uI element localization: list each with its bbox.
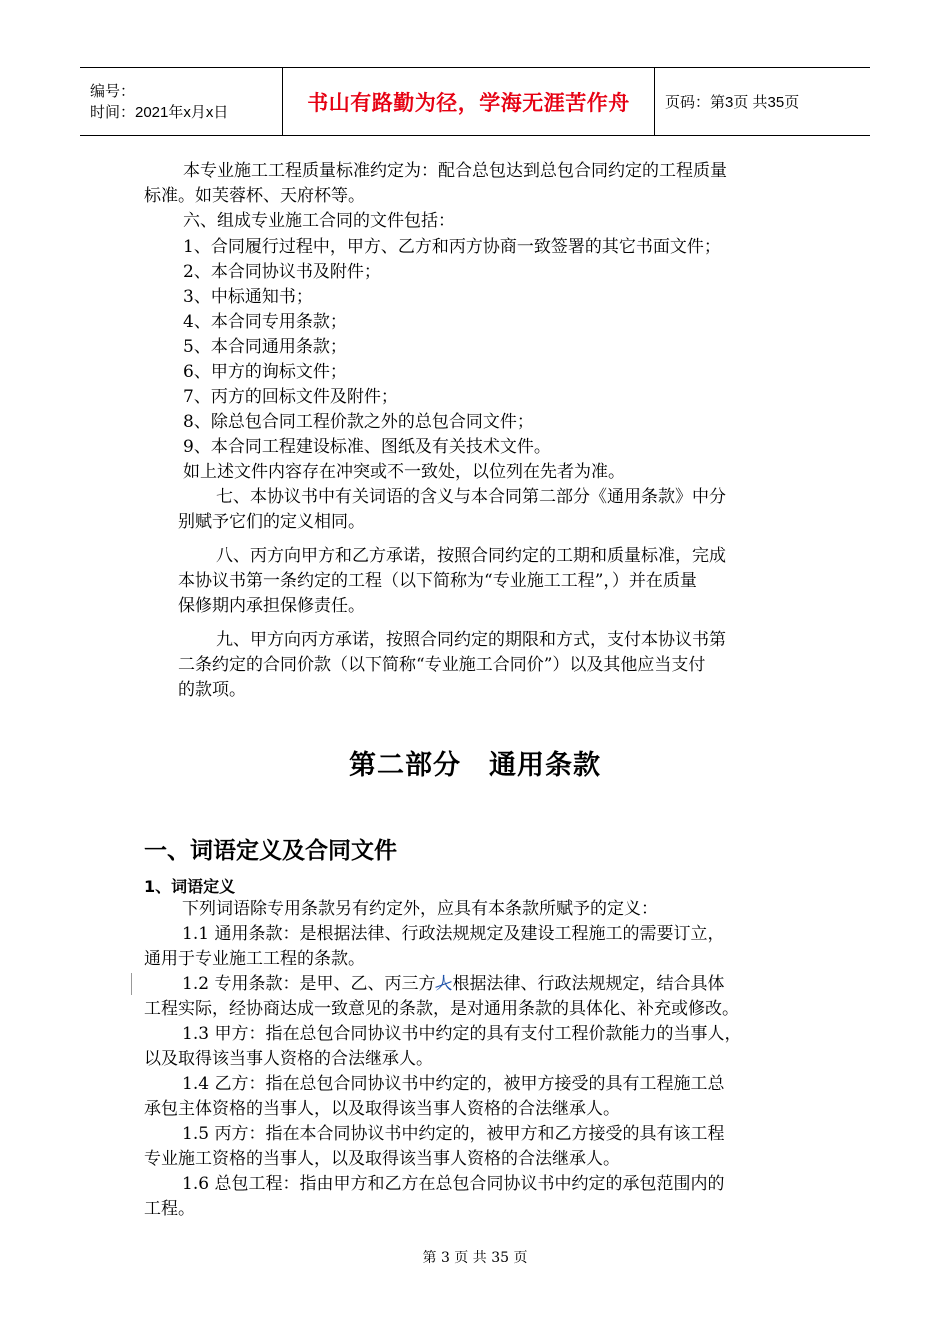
number-label: 编号： xyxy=(90,82,136,100)
definition-line: 工程实际，经协商达成一致意见的条款，是对通用条款的具体化、补充或修改。 xyxy=(144,999,739,1019)
list-item: 4、本合同专用条款； xyxy=(183,312,347,332)
definition-line: 1.5 丙方：指在本合同协议书中约定的，被甲方和乙方接受的具有该工程 xyxy=(182,1124,725,1144)
definition-line: 1.1 通用条款：是根据法律、行政法规规定及建设工程施工的需要订立， xyxy=(182,924,725,944)
definition-text: 根据法律、行政法规规定，结合具体 xyxy=(452,974,725,994)
definition-line: 专业施工资格的当事人，以及取得该当事人资格的合法继承人。 xyxy=(144,1149,620,1169)
motto: 书山有路勤为径，学海无涯苦作舟 xyxy=(307,90,630,115)
page-info: 页码：第3页 共35页 xyxy=(665,94,800,111)
definition-line: 工程。 xyxy=(144,1199,195,1219)
list-item: 7、丙方的回标文件及附件； xyxy=(183,387,398,407)
paragraph-line: 下列词语除专用条款另有约定外，应具有本条款所赋予的定义： xyxy=(182,899,658,919)
part-title: 第二部分 通用条款 xyxy=(349,750,601,781)
definition-line: 通用于专业施工工程的条款。 xyxy=(144,949,365,969)
subsection-title: 1、词语定义 xyxy=(144,877,236,896)
paragraph-line: 别赋予它们的定义相同。 xyxy=(178,512,365,532)
page-footer: 第 3 页 共 35 页 xyxy=(422,1250,528,1266)
definition-line: 1.3 甲方：指在总包合同协议书中约定的具有支付工程价款能力的当事人， xyxy=(182,1024,742,1044)
definition-line: 承包主体资格的当事人，以及取得该当事人资格的合法继承人。 xyxy=(144,1099,620,1119)
definition-line: 1.6 总包工程：指由甲方和乙方在总包合同协议书中约定的承包范围内的 xyxy=(182,1174,725,1194)
header-meta xyxy=(80,68,283,135)
list-item: 1、合同履行过程中，甲方、乙方和丙方协商一致签署的其它书面文件； xyxy=(183,237,721,257)
revision-bar xyxy=(131,973,132,995)
definition-line: 以及取得该当事人资格的合法继承人。 xyxy=(144,1049,433,1069)
clause-heading: 六、组成专业施工合同的文件包括： xyxy=(183,211,455,231)
paragraph-line: 九、甲方向丙方承诺，按照合同约定的期限和方式，支付本协议书第 xyxy=(216,630,726,650)
list-item: 9、本合同工程建设标准、图纸及有关技术文件。 xyxy=(183,437,551,457)
definition-line xyxy=(182,973,724,995)
deleted-text: 人 xyxy=(435,974,453,994)
paragraph-line: 七、本协议书中有关词语的含义与本合同第二部分《通用条款》中分 xyxy=(216,487,726,507)
paragraph-line: 标准。如芙蓉杯、天府杯等。 xyxy=(144,186,365,206)
definition-text: 1.2 专用条款：是甲、乙、丙三方 xyxy=(182,974,436,994)
list-item: 8、除总包合同工程价款之外的总包合同文件； xyxy=(183,412,534,432)
paragraph-line: 的款项。 xyxy=(178,680,246,700)
page-header xyxy=(80,67,870,136)
section-title: 一、词语定义及合同文件 xyxy=(144,838,397,864)
paragraph-line: 本协议书第一条约定的工程（以下简称为“专业施工工程”，）并在质量 xyxy=(178,571,697,591)
list-item: 6、甲方的询标文件； xyxy=(183,362,347,382)
list-item: 5、本合同通用条款； xyxy=(183,337,347,357)
list-item: 3、中标通知书； xyxy=(183,287,313,307)
paragraph-line: 保修期内承担保修责任。 xyxy=(178,596,365,616)
paragraph-line: 本专业施工工程质量标准约定为：配合总包达到总包合同约定的工程质量 xyxy=(183,161,727,181)
paragraph-line: 二条约定的合同价款（以下简称“专业施工合同价”）以及其他应当支付 xyxy=(178,655,706,675)
list-item: 2、本合同协议书及附件； xyxy=(183,262,381,282)
paragraph-line: 八、丙方向甲方和乙方承诺，按照合同约定的工期和质量标准，完成 xyxy=(216,546,726,566)
header-motto-cell xyxy=(283,68,655,135)
paragraph-line: 如上述文件内容存在冲突或不一致处，以位列在先者为准。 xyxy=(183,462,625,482)
definition-line: 1.4 乙方：指在总包合同协议书中约定的，被甲方接受的具有工程施工总 xyxy=(182,1074,725,1094)
time-label: 时间：2021年x月x日 xyxy=(90,103,229,121)
header-page-cell xyxy=(655,68,870,135)
